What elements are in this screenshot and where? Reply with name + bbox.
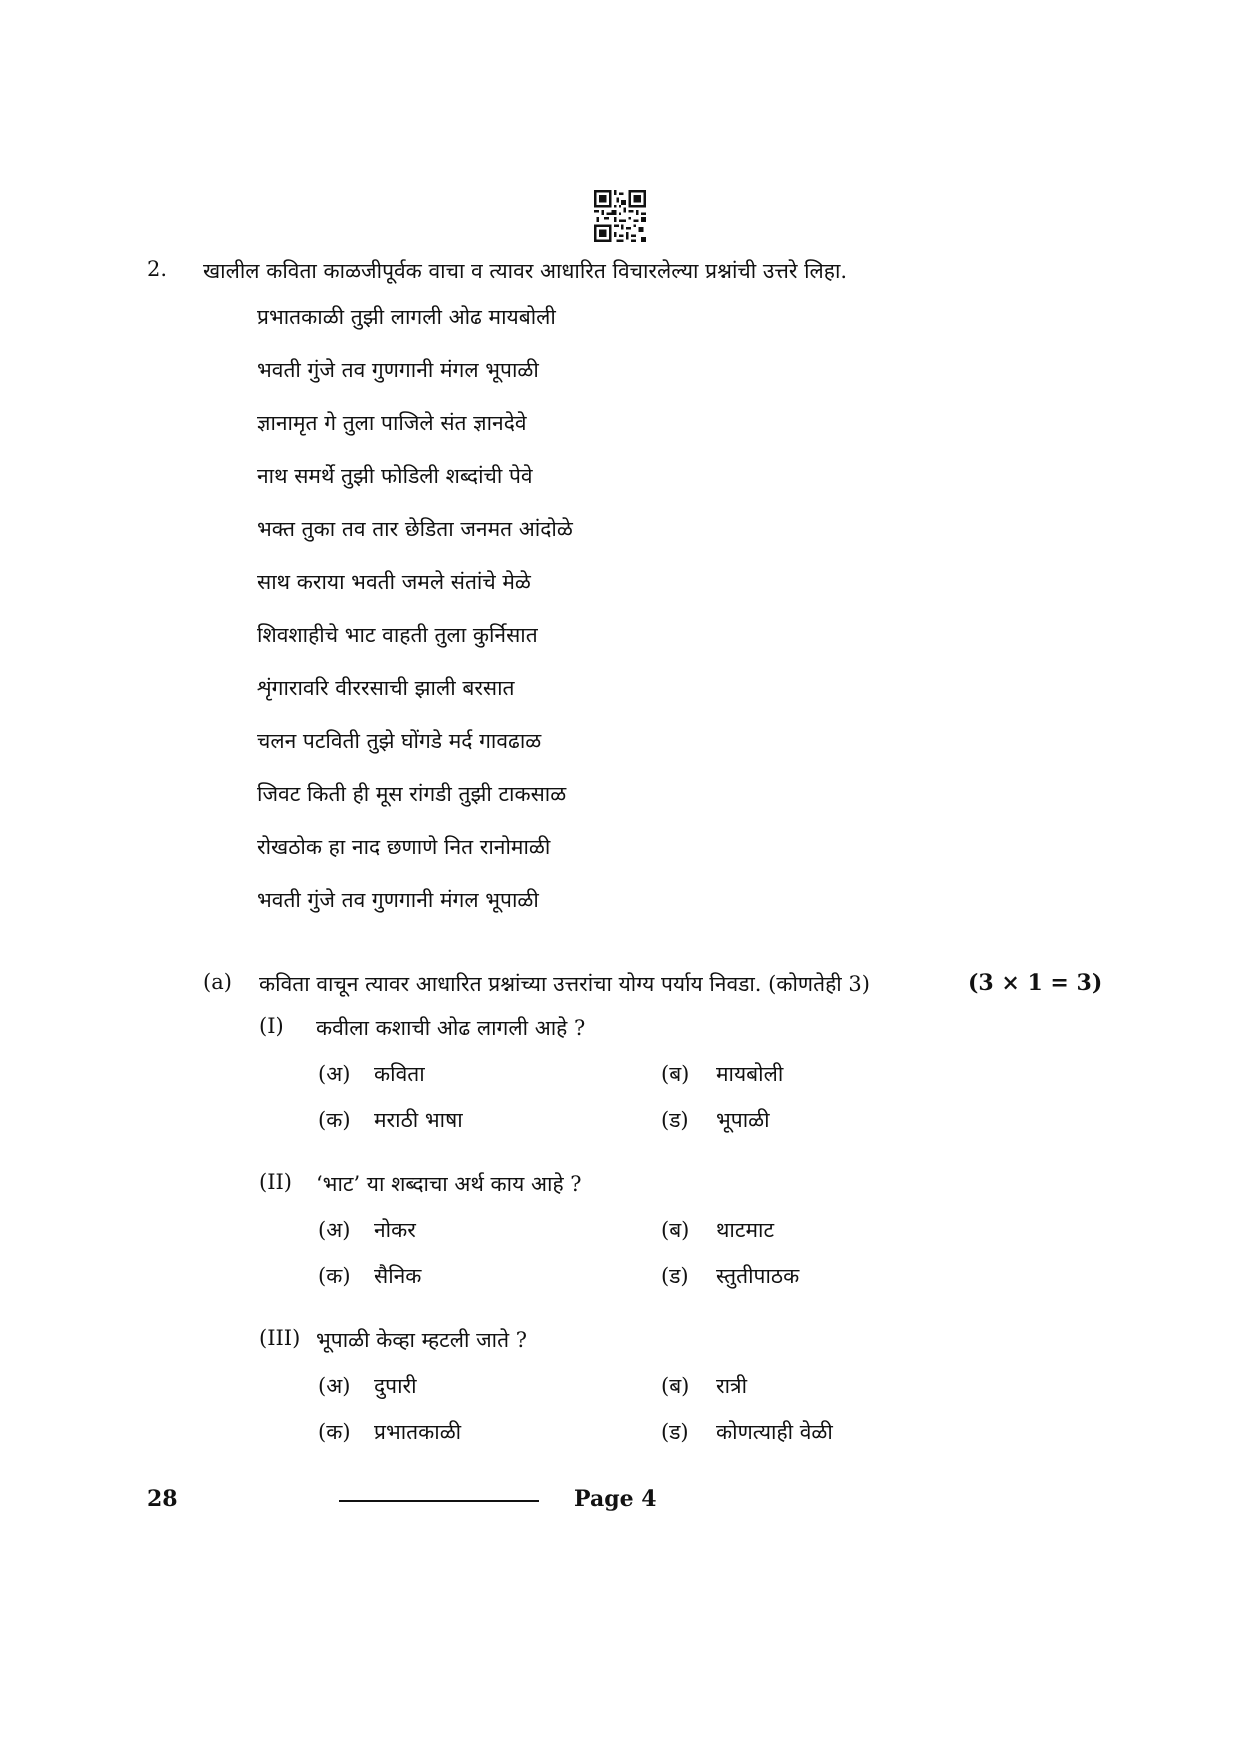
poem-line: रोखठोक हा नाद छणाणे नित रानोमाळी — [257, 835, 551, 859]
footer-rule — [339, 1500, 539, 1502]
option-text: भूपाळी — [716, 1108, 770, 1132]
option-text: कविता — [374, 1062, 425, 1086]
part-a-instruction: कविता वाचून त्यावर आधारित प्रश्नांच्या उत्तरांचा योग्य पर्याय निवडा. (कोणतेही 3) — [259, 972, 870, 996]
option-label: (अ) — [318, 1062, 351, 1086]
option-label: (ड) — [661, 1264, 689, 1288]
option-label: (ब) — [661, 1218, 690, 1242]
page-number: Page 4 — [574, 1486, 657, 1512]
question-instruction: खालील कविता काळजीपूर्वक वाचा व त्यावर आधारित विचारलेल्या प्रश्नांची उत्तरे लिहा. — [203, 259, 848, 283]
option-text: मराठी भाषा — [374, 1108, 463, 1132]
option-label: (अ) — [318, 1374, 351, 1398]
poem-line: जिवट किती ही मूस रांगडी तुझी टाकसाळ — [257, 782, 567, 806]
poem-line: भवती गुंजे तव गुणगानी मंगल भूपाळी — [257, 888, 539, 912]
part-a-label: (a) — [203, 970, 232, 994]
mcq-number: (III) — [259, 1326, 301, 1350]
option-text: सैनिक — [374, 1264, 422, 1288]
poem-line: भक्त तुका तव तार छेडिता जनमत आंदोळे — [257, 517, 573, 541]
option-label: (ब) — [661, 1374, 690, 1398]
option-text: नोकर — [374, 1218, 416, 1242]
option-label: (क) — [318, 1420, 351, 1444]
mcq-question: कवीला कशाची ओढ लागली आहे ? — [316, 1016, 586, 1040]
poem-line: नाथ समर्थे तुझी फोडिली शब्दांची पेवे — [257, 464, 533, 488]
poem-line: शृंगारावरि वीररसाची झाली बरसात — [257, 676, 515, 700]
option-label: (अ) — [318, 1218, 351, 1242]
option-text: रात्री — [716, 1374, 748, 1398]
mcq-number: (I) — [259, 1014, 284, 1038]
mcq-number: (II) — [259, 1170, 292, 1194]
paper-code: 28 — [147, 1486, 178, 1512]
option-label: (क) — [318, 1264, 351, 1288]
question-number: 2. — [147, 257, 168, 281]
option-label: (ड) — [661, 1420, 689, 1444]
option-text: थाटमाट — [716, 1218, 775, 1242]
option-label: (ब) — [661, 1062, 690, 1086]
option-text: कोणत्याही वेळी — [716, 1420, 833, 1444]
option-text: प्रभातकाळी — [374, 1420, 462, 1444]
mcq-question: भूपाळी केव्हा म्हटली जाते ? — [316, 1328, 528, 1352]
option-label: (ड) — [661, 1108, 689, 1132]
poem-line: प्रभातकाळी तुझी लागली ओढ मायबोली — [257, 305, 556, 329]
option-text: मायबोली — [716, 1062, 784, 1086]
poem-line: शिवशाहीचे भाट वाहती तुला कुर्निसात — [257, 623, 538, 647]
option-text: स्तुतीपाठक — [716, 1264, 800, 1288]
poem-line: चलन पटविती तुझे घोंगडे मर्द गावढाळ — [257, 729, 542, 753]
poem-line: ज्ञानामृत गे तुला पाजिले संत ज्ञानदेवे — [257, 411, 527, 435]
option-text: दुपारी — [374, 1374, 417, 1398]
poem-line: साथ कराया भवती जमले संतांचे मेळे — [257, 570, 531, 594]
option-label: (क) — [318, 1108, 351, 1132]
qr-code — [594, 190, 646, 242]
part-a-marks: (3 × 1 = 3) — [968, 970, 1103, 996]
poem-line: भवती गुंजे तव गुणगानी मंगल भूपाळी — [257, 358, 539, 382]
mcq-question: ‘भाट’ या शब्दाचा अर्थ काय आहे ? — [316, 1172, 582, 1196]
